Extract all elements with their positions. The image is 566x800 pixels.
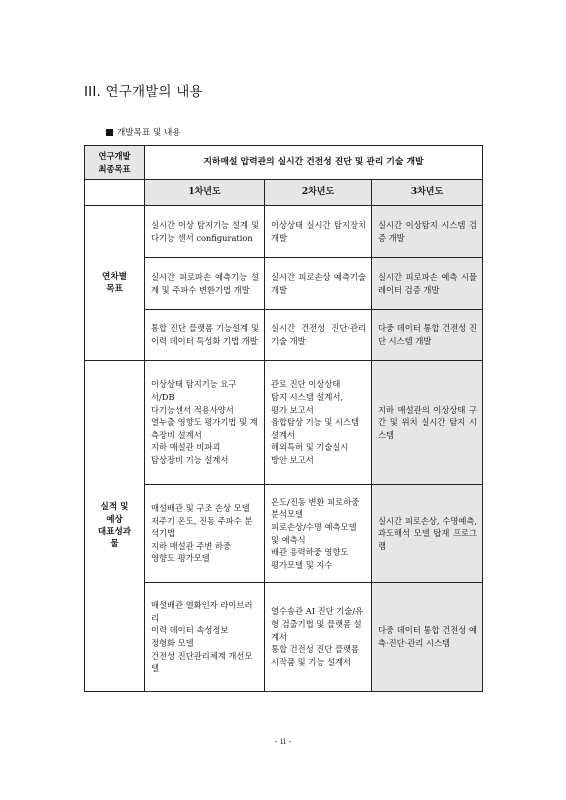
cell-line: 저주기 온도, 진동 주파수 분석기법 — [151, 515, 253, 539]
outcome-label-cell — [85, 361, 145, 692]
outcome-y3-cell — [372, 361, 483, 485]
outcome-row-3 — [85, 583, 483, 692]
cell-text: 실시간 피로파손 예측 시뮬레이터 검증 개발 — [378, 271, 478, 295]
cell-line: 다기능센서 적용사양서 — [151, 404, 234, 415]
annual-goal-y3-cell — [372, 206, 483, 258]
square-bullet-icon — [106, 129, 113, 136]
annual-goal-y2-cell — [265, 206, 372, 258]
cell-line: 평가 보고서 — [271, 404, 314, 415]
cell-text: 실시간 피로손상 예측기술 개발 — [271, 271, 366, 295]
outcome-label-line-3: 대표성과 — [97, 527, 132, 537]
cell-line: 평가모델 및 지수 — [271, 559, 333, 570]
outcome-y2-cell — [265, 361, 372, 485]
cell-line: 관로 진단 이상상태 — [271, 379, 341, 390]
outcome-label-line-2: 예상 — [106, 514, 123, 525]
cell-line: 해외특허 및 기술실시 — [271, 442, 349, 453]
cell-text: 다중 데이터 통합 건전성 예측·진단·관리 시스템 — [378, 625, 478, 648]
cell-text: 실시간 이상탐지 시스템 검증 개발 — [378, 219, 478, 243]
year-1-header: 1차년도 — [145, 180, 265, 206]
annual-goal-label-line-1: 연차별 — [102, 271, 127, 282]
cell-line: 열수송관 AI 진단 기술/유형 검출기법 및 플랫폼 설계서 — [271, 606, 364, 642]
outcome-label-line-1: 실적 및 — [100, 502, 129, 513]
outcome-y1-cell — [145, 583, 265, 692]
cell-line: 피로손상/수명 예측모델 및 예측식 — [271, 521, 357, 545]
cell-line: 열누출 영향도 평가기법 및 계측장비 설계서 — [151, 417, 258, 440]
final-goal-cell: 지하매설 압력관의 실시간 건전성 진단 및 관리 기술 개발 — [145, 146, 483, 180]
cell-line: 배관 응력하중 영향도 — [271, 547, 349, 558]
annual-goal-y3-cell — [372, 258, 483, 310]
final-goal-header-line-2: 최종목표 — [98, 163, 131, 174]
cell-line: 방안 보고서 — [271, 455, 314, 466]
outcome-y3-cell — [372, 583, 483, 692]
outcome-row-1 — [85, 361, 483, 485]
cell-line: 이력 데이터 속성정보 — [151, 625, 229, 636]
cell-line: 탐상장비 기능 설계서 — [151, 455, 229, 466]
cell-line: 정형화 모델 — [151, 638, 194, 648]
cell-line: 매설배관 열화인자 라이브러리 — [151, 600, 253, 623]
cell-line: 매설배관 및 구조 손상 모델 — [151, 502, 250, 513]
cell-line: 지하 매설관 주변 하중 — [151, 540, 232, 551]
final-goal-row — [85, 146, 483, 180]
year-3-header: 3차년도 — [372, 180, 483, 206]
outcome-y2-cell — [265, 583, 372, 692]
cell-line: 지하 매설관 비파괴 — [151, 442, 221, 453]
annual-goal-y2-cell — [265, 310, 372, 361]
cell-text: 실시간 피로손상, 수명예측, 과도해석 모델 탑재 프로그램 — [378, 515, 478, 551]
cell-line: 영향도 평가모델 — [151, 553, 210, 564]
year-header-gap-cell — [85, 180, 145, 206]
annual-goal-y1-cell — [145, 206, 265, 258]
cell-line: 건전성 진단관리체계 개선모델 — [151, 650, 253, 674]
outcome-y2-cell — [265, 485, 372, 583]
page-number: - ii - — [274, 737, 292, 747]
section-heading: III. 연구개발의 내용 — [84, 84, 203, 100]
annual-goal-label-line-2: 목표 — [106, 284, 123, 294]
outcome-label-line-4: 물 — [110, 539, 119, 550]
annual-goal-y2-cell — [265, 258, 372, 310]
cell-text: 실시간 건전성 진단·관리기술 개발 — [271, 323, 366, 346]
cell-line: 온도/진동 변환 피로하중 분석모델 — [271, 496, 360, 520]
outcome-y3-cell — [372, 485, 483, 583]
final-goal-header-cell — [85, 146, 145, 180]
development-goals-table — [84, 145, 483, 692]
cell-text: 실시간 피로파손 예측기능 설계 및 주파수 변환기법 개발 — [151, 271, 259, 295]
cell-line: 탐지 시스템 설계서, — [271, 391, 344, 402]
subsection-heading-text: 개발목표 및 내용 — [117, 128, 181, 138]
outcome-row-2 — [85, 485, 483, 583]
annual-goal-label-cell — [85, 206, 145, 361]
year-header-row — [85, 180, 483, 206]
cell-line: 통합 건전성 진단 플랫폼 시작품 및 기능 설계서 — [271, 644, 360, 667]
outcome-y1-cell — [145, 361, 265, 485]
cell-text: 통합 진단 플랫폼 기능설계 및 이력 데이터 특성화 기법 개발 — [151, 323, 259, 346]
cell-text: 이상상태 실시간 탐지장치 개발 — [271, 219, 366, 243]
final-goal-header-line-1: 연구개발 — [98, 151, 131, 162]
subsection-heading — [106, 126, 181, 138]
cell-text: 지하 매설관의 이상상태 구간 및 위치 실시간 탐지 시스템 — [378, 404, 478, 440]
outcome-y1-cell — [145, 485, 265, 583]
annual-goal-y1-cell — [145, 258, 265, 310]
annual-goal-y3-cell — [372, 310, 483, 361]
cell-line: 융합탐상 기능 및 시스템 설계서 — [271, 417, 360, 440]
year-2-header: 2차년도 — [265, 180, 372, 206]
annual-goal-row-1 — [85, 206, 483, 258]
cell-line: 이상상태 탐지기능 요구서/DB — [151, 379, 237, 402]
annual-goal-y1-cell — [145, 310, 265, 361]
cell-text: 실시간 이상 탐지기능 설계 및 다기능 센서 configuration — [151, 219, 259, 243]
annual-goal-row-2 — [85, 258, 483, 310]
annual-goal-row-3 — [85, 310, 483, 361]
cell-text: 다중 데이터 통합 건전성 진단 시스템 개발 — [378, 323, 478, 346]
